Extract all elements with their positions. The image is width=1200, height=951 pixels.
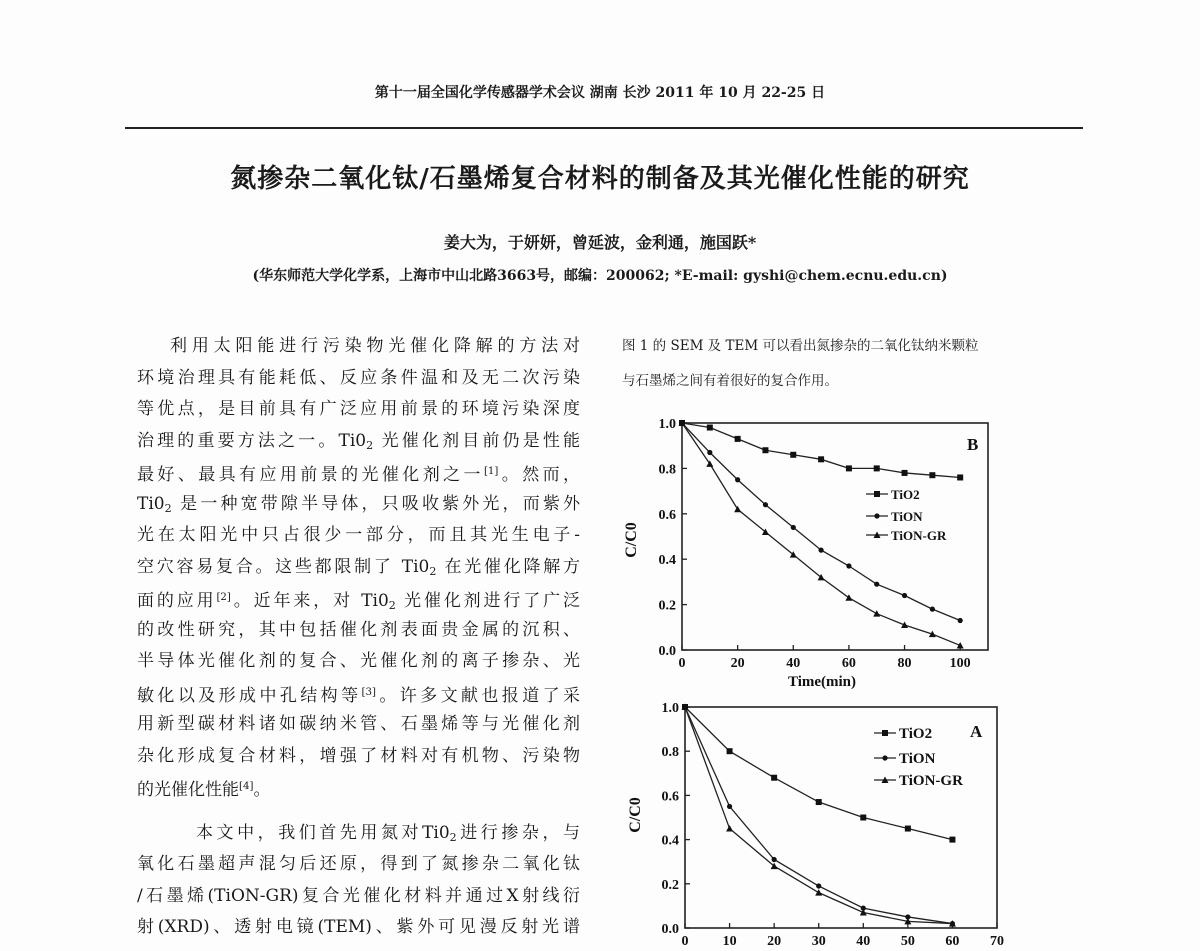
subscript: 2 (388, 598, 396, 612)
marker-circle (763, 502, 768, 507)
marker-circle (874, 582, 879, 587)
citation-ref: [2] (216, 592, 231, 603)
marker-square (790, 452, 796, 458)
body-text-line: 与石墨烯之间有着很好的复合作用。 (622, 373, 838, 389)
y-tick-label: 0.4 (658, 553, 676, 569)
body-text-line: 杂化形成复合材料，增强了材料对有机物、污染物 (137, 745, 580, 766)
x-tick-label: 70 (990, 934, 1004, 949)
y-tick-label: 1.0 (661, 701, 679, 716)
marker-square (905, 826, 911, 832)
body-text-line: $Ti0_2$ 是一种宽带隙半导体，只吸收紫外光，而紫外 (137, 493, 580, 515)
paper-title: 氮掺杂二氧化钛/石墨烯复合材料的制备及其光催化性能的研究 (230, 164, 970, 194)
subscript: 2 (449, 830, 457, 844)
marker-square (949, 837, 955, 843)
legend-label: TiON-GR (899, 773, 963, 789)
paper-authors: 姜大为，于妍妍，曾延波，金利通，施国跃* (443, 233, 757, 252)
marker-square (882, 730, 888, 736)
chart-panel-A (627, 701, 1004, 949)
x-tick-label: 40 (856, 934, 871, 949)
marker-circle (882, 755, 887, 760)
marker-square (902, 470, 908, 476)
legend-label: TiO2 (891, 487, 920, 502)
marker-square (846, 465, 852, 471)
marker-circle (874, 513, 879, 518)
marker-square (874, 491, 880, 497)
marker-triangle (815, 889, 822, 896)
body-text-line: 空穴容易复合。这些都限制了 $Ti0_2$ 在光催化降解方 (137, 556, 580, 578)
marker-triangle (726, 825, 733, 832)
body-text-line: 本文中，我们首先用氮对$Ti0_2$进行掺杂，与 (196, 822, 581, 844)
panel-label: A (970, 722, 983, 741)
marker-square (874, 465, 880, 471)
marker-square (957, 474, 963, 480)
chart-panel-B (623, 417, 988, 690)
body-text-line: 环境治理具有能耗低、反应条件温和及无二次污染 (137, 367, 580, 388)
body-text-line: /石墨烯(TiON-GR)复合光催化材料并通过X射线衍 (137, 885, 580, 906)
marker-circle (930, 607, 935, 612)
subscript: 2 (366, 438, 374, 452)
marker-square (929, 472, 935, 478)
x-tick-label: 100 (949, 656, 971, 671)
marker-triangle (873, 610, 880, 617)
y-tick-label: 0.2 (658, 598, 676, 614)
y-tick-label: 0.8 (658, 462, 676, 478)
x-tick-label: 0 (678, 656, 686, 671)
citation-ref: [3] (361, 686, 376, 698)
body-text-line: 等优点，是目前具有广泛应用前景的环境污染深度 (137, 399, 580, 419)
body-text-line: 的光催化性能[4]。 (137, 780, 271, 801)
series-line-TiO2 (682, 423, 960, 477)
body-text-line: 射(XRD)、透射电镜(TEM)、紫外可见漫反射光谱 (137, 917, 580, 937)
body-text-line: 光在太阳光中只占很少一部分，而且其光生电子- (137, 525, 580, 545)
body-text-line: 的改性研究，其中包括催化剂表面贵金属的沉积、 (137, 619, 580, 640)
x-tick-label: 50 (900, 934, 915, 949)
x-tick-label: 80 (897, 656, 912, 671)
body-text-line: 最好、最具有应用前景的光催化剂之一[1]。然而， (137, 465, 581, 486)
x-axis-label: Time(min) (787, 674, 857, 690)
legend-label: TiON-GR (891, 528, 947, 543)
subscript: 2 (164, 501, 172, 515)
x-tick-label: 60 (841, 656, 856, 671)
x-tick-label: 10 (722, 934, 737, 949)
marker-square (816, 799, 822, 805)
marker-circle (816, 883, 821, 888)
y-tick-label: 0.0 (658, 644, 676, 659)
citation-ref: [4] (239, 781, 254, 792)
marker-circle (902, 593, 907, 598)
x-tick-label: 20 (730, 656, 745, 671)
x-tick-label: 60 (945, 934, 960, 949)
x-tick-label: 0 (681, 934, 689, 949)
marker-triangle (734, 506, 741, 513)
marker-square (727, 748, 733, 754)
plot-frame (685, 707, 997, 928)
body-text-line: 用新型碳材料诸如碳纳米管、石墨烯等与光催化剂 (137, 714, 580, 734)
marker-triangle (957, 642, 964, 649)
marker-square (860, 815, 866, 821)
y-tick-label: 0.6 (658, 507, 676, 523)
marker-circle (818, 548, 823, 553)
marker-square (735, 436, 741, 442)
x-tick-label: 40 (786, 656, 801, 671)
y-tick-label: 0.2 (661, 877, 679, 893)
paper-affiliation: (华东师范大学化学系，上海市中山北路3663号，邮编：200062; *E-mail: gyshi@chem.ecnu.edu.cn) (252, 268, 948, 284)
body-text-line: 图 1 的 SEM 及 TEM 可以看出氮掺杂的二氧化钛纳米颗粒 (622, 338, 979, 354)
marker-circle (791, 525, 796, 530)
body-text-line: 氧化石墨超声混匀后还原，得到了氮掺杂二氧化钛 (137, 854, 580, 874)
conference-header: 第十一届全国化学传感器学术会议 湖南 长沙 2011 年 10 月 22-25 日 (374, 85, 826, 101)
body-text-line: 治理的重要方法之一。$Ti0_2$ 光催化剂目前仍是性能 (137, 430, 580, 452)
y-axis-label: C/C0 (623, 522, 640, 558)
y-tick-label: 0.0 (661, 922, 679, 937)
x-tick-label: 20 (767, 934, 782, 949)
marker-square (707, 425, 713, 431)
marker-circle (958, 618, 963, 623)
marker-square (771, 775, 777, 781)
body-text-line: 敏化以及形成中孔结构等[3]。许多文献也报道了采 (137, 685, 581, 706)
panel-label: B (967, 435, 979, 454)
marker-circle (707, 450, 712, 455)
y-axis-label: C/C0 (627, 797, 644, 833)
y-tick-label: 1.0 (658, 417, 676, 432)
body-text-line: 半导体光催化剂的复合、光催化剂的离子掺杂、光 (137, 651, 580, 671)
marker-square (762, 447, 768, 453)
marker-triangle (860, 909, 867, 916)
legend-label: TiON (891, 509, 923, 524)
marker-triangle (901, 622, 908, 629)
marker-circle (727, 804, 732, 809)
y-tick-label: 0.4 (661, 833, 679, 849)
x-tick-label: 30 (811, 934, 826, 949)
citation-ref: [1] (483, 466, 499, 477)
subscript: 2 (429, 564, 437, 578)
y-tick-label: 0.8 (661, 745, 679, 761)
legend-label: TiON (899, 751, 936, 767)
y-tick-label: 0.6 (661, 789, 679, 805)
body-text-line: 利用太阳能进行污染物光催化降解的方法对 (170, 336, 580, 356)
marker-square (818, 456, 824, 462)
marker-circle (846, 563, 851, 568)
marker-circle (772, 857, 777, 862)
legend-label: TiO2 (899, 726, 933, 742)
body-text-line: 面的应用[2]。近年来，对 $Ti0_2$ 光催化剂进行了广泛 (137, 591, 580, 612)
marker-circle (735, 477, 740, 482)
